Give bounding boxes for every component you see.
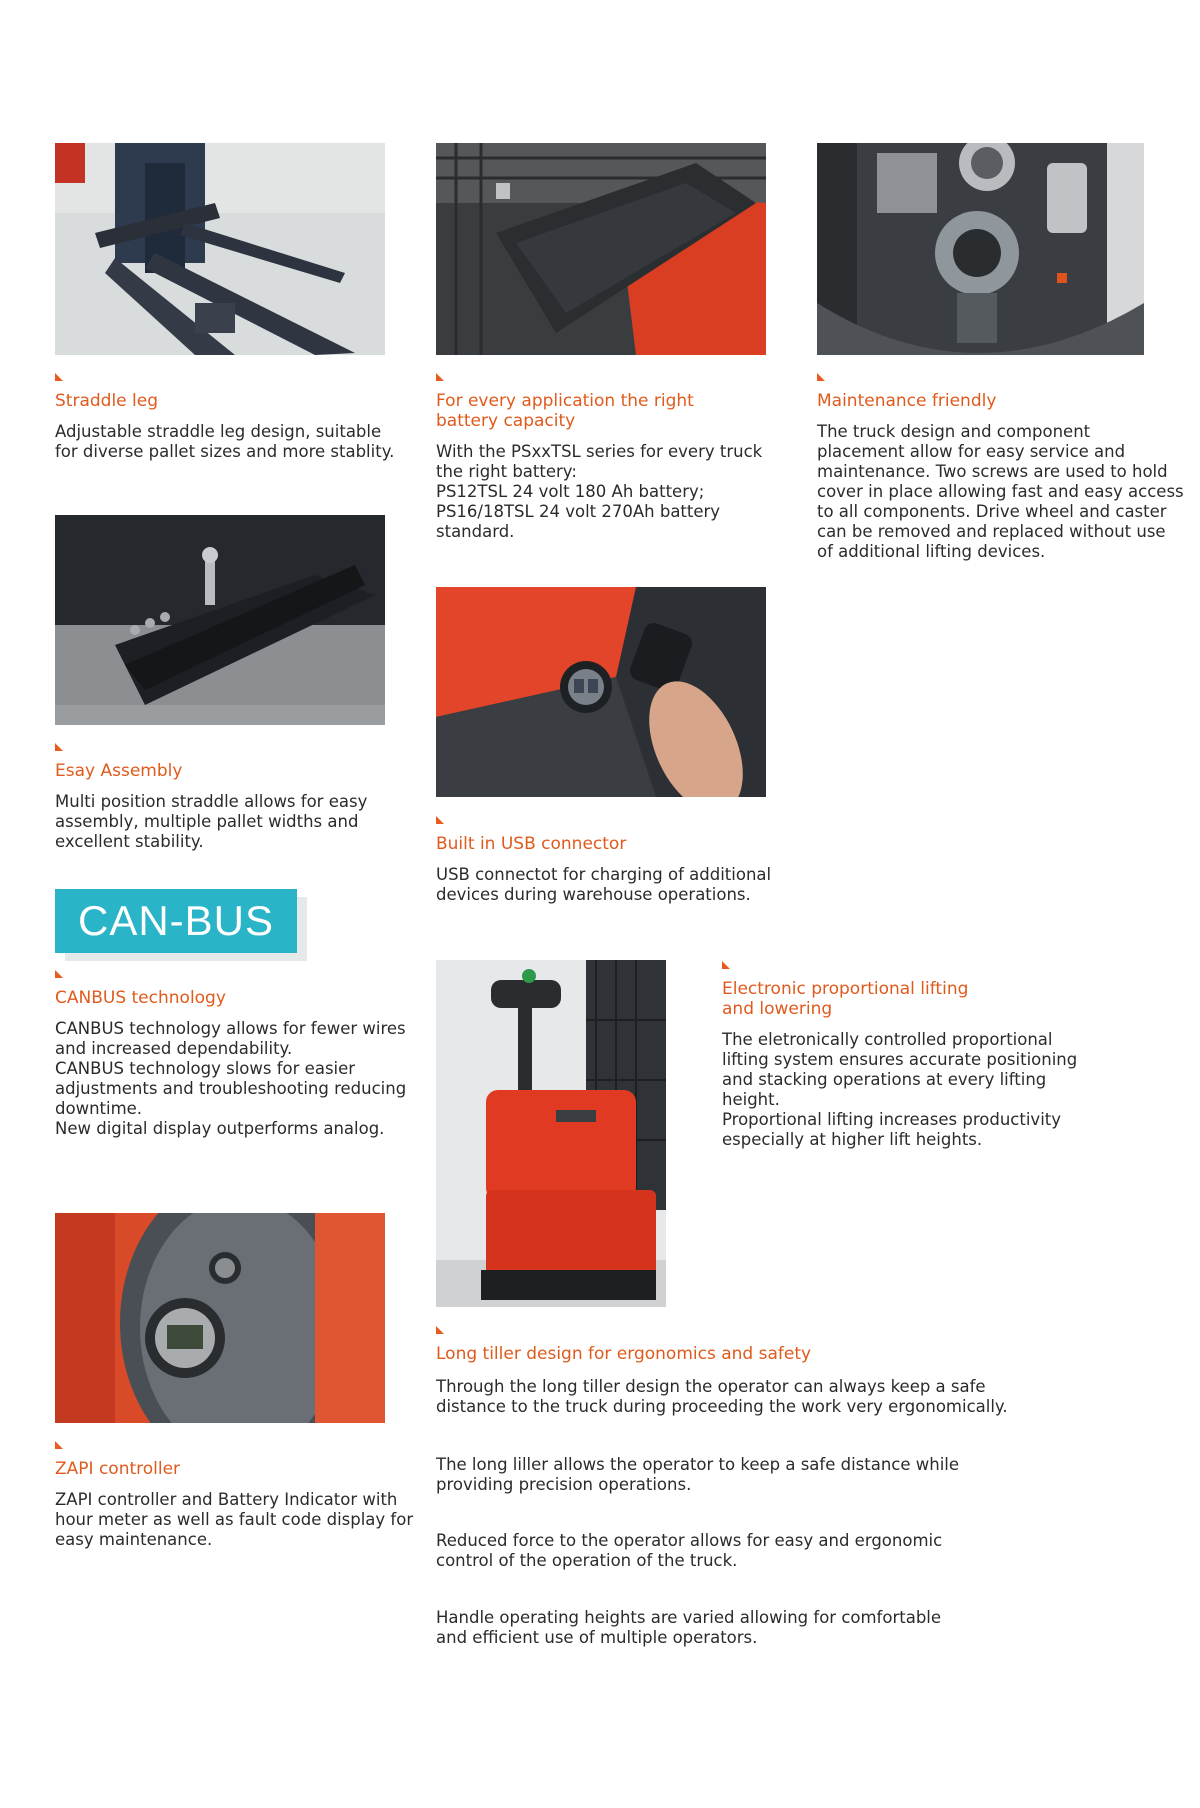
zapi-controller-photo xyxy=(55,1213,385,1423)
battery-text: With the PSxxTSL series for every truck the right battery: PS12TSL 24 volt 180 Ah battery; PS16/18TSL 24 volt 270Ah battery standard. xyxy=(436,442,763,541)
battery-marker xyxy=(436,373,444,381)
zapi-marker xyxy=(55,1441,63,1449)
maintenance-title: Maintenance friendly xyxy=(817,391,997,411)
straddle-leg-title: Straddle leg xyxy=(55,391,159,411)
tiller-title: Long tiller design for ergonomics and safety xyxy=(436,1344,812,1364)
assembly-photo xyxy=(55,515,385,725)
usb-connector-photo xyxy=(436,587,766,797)
stacker-truck-photo xyxy=(436,960,666,1307)
tiller-paragraph-2: The long liller allows the operator to keep a safe distance while providing precision operations. xyxy=(436,1455,960,1494)
maintenance-marker xyxy=(817,373,825,381)
tiller-marker xyxy=(436,1326,444,1334)
tiller-paragraph-3: Reduced force to the operator allows for easy and ergonomic control of the operation of the truck. xyxy=(436,1531,943,1570)
usb-marker xyxy=(436,816,444,824)
maintenance-photo xyxy=(817,143,1144,355)
straddle-leg-text: Adjustable straddle leg design, suitable for diverse pallet sizes and more stablity. xyxy=(55,422,395,461)
canbus-text: CANBUS technology allows for fewer wires and increased dependability. CANBUS technology slows for easier adjustments and troubleshooting reducing downtime. New digital display outperforms analog. xyxy=(55,1019,407,1138)
straddle-leg-photo xyxy=(55,143,385,355)
zapi-text: ZAPI controller and Battery Indicator with hour meter as well as fault code display for easy maintenance. xyxy=(55,1490,414,1549)
usb-text: USB connectot for charging of additional devices during warehouse operations. xyxy=(436,865,772,904)
assembly-title: Esay Assembly xyxy=(55,761,183,781)
assembly-marker xyxy=(55,743,63,751)
proportional-text: The eletronically controlled proportional lifting system ensures accurate positioning and stacking operations at every lifting height. Proportional lifting increases productivity especially at higher lift heights. xyxy=(722,1030,1078,1149)
canbus-marker xyxy=(55,970,63,978)
usb-title: Built in USB connector xyxy=(436,834,627,854)
tiller-paragraph-1: Through the long tiller design the operator can always keep a safe distance to the truck during proceeding the work very ergonomically. xyxy=(436,1377,1008,1416)
tiller-paragraph-4: Handle operating heights are varied allowing for comfortable and efficient use of multiple operators. xyxy=(436,1608,942,1647)
zapi-title: ZAPI controller xyxy=(55,1459,181,1479)
maintenance-text: The truck design and component placement allow for easy service and maintenance. Two screws are used to hold cover in place allowing fast and easy access to all components. Drive wheel and caster can be removed and replaced without use of additional lifting devices. xyxy=(817,422,1184,561)
battery-cover-photo xyxy=(436,143,766,355)
canbus-title: CANBUS technology xyxy=(55,988,226,1008)
straddle-leg-marker xyxy=(55,373,63,381)
proportional-title: Electronic proportional lifting and lowering xyxy=(722,979,969,1019)
battery-title: For every application the right battery capacity xyxy=(436,391,694,431)
canbus-badge: CAN-BUS xyxy=(55,889,297,953)
assembly-text: Multi position straddle allows for easy assembly, multiple pallet widths and excellent stability. xyxy=(55,792,368,851)
proportional-marker xyxy=(722,961,730,969)
